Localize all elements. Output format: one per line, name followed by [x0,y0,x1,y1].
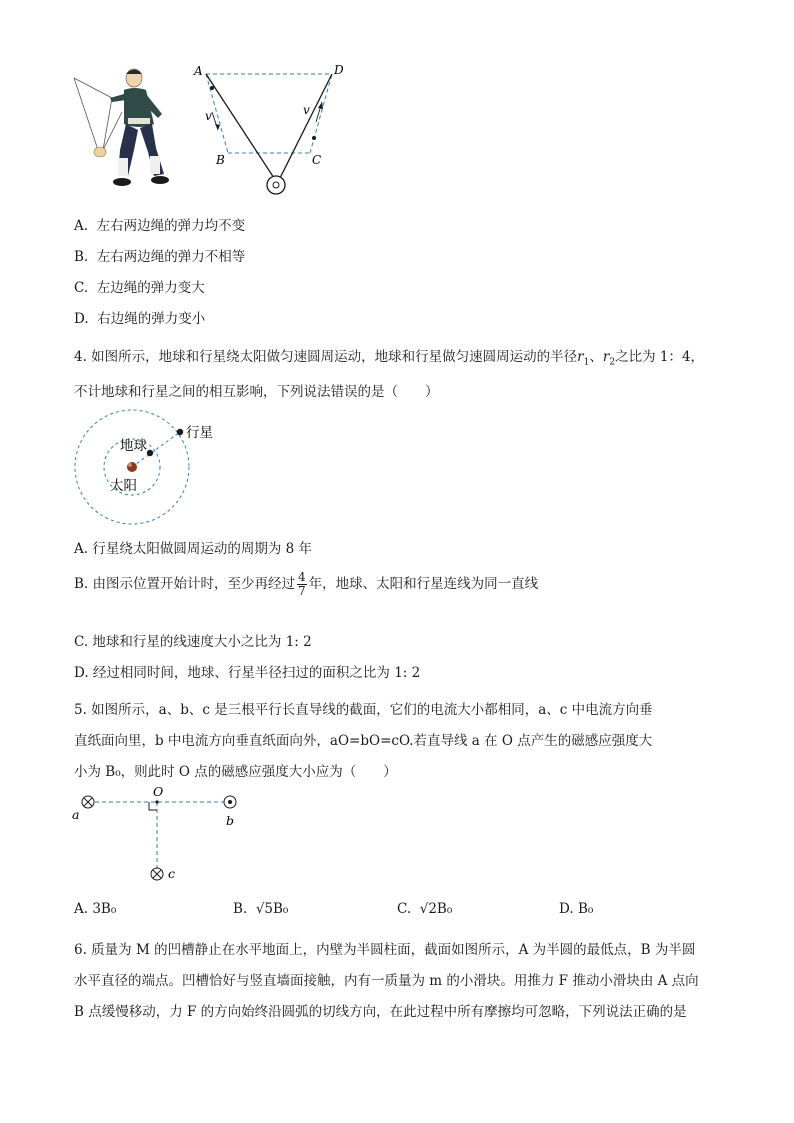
label-C: C [312,153,322,167]
wire-a-into-page-icon [82,796,94,808]
fraction-4-7: $\frac{4}{7}$ [298,570,306,598]
q4-option-c: C. 地球和行星的线速度大小之比为 1: 2 [74,634,312,650]
q5-option-c: C. √2B₀ [397,901,453,917]
q4-option-d: D. 经过相同时间，地球、行星半径扫过的面积之比为 1: 2 [74,665,421,681]
q6-stem-line3: B 点缓慢移动，力 F 的方向始终沿圆弧的切线方向，在此过程中所有摩擦均可忽略，下列说法正确的是 [74,1004,687,1020]
q3-option-b: B. 左右两边绳的弹力不相等 [74,249,246,265]
label-planet: 行星 [186,425,213,441]
q5-option-b: B. √5B₀ [233,901,289,917]
q5-option-a: A. 3B₀ [74,901,117,917]
q4-stem-line2: 不计地球和行星之间的相互影响，下列说法错误的是（ ） [74,384,439,400]
diabolo-player-illustration [70,64,190,196]
q4-option-a: A. 行星绕太阳做圆周运动的周期为 8 年 [74,541,313,557]
label-D: D [334,63,344,77]
label-a: a [72,807,80,822]
label-A: A [194,64,203,78]
label-v-left: v [205,109,212,123]
q6-stem-line2: 水平直径的端点。凹槽恰好与竖直墙面接触，内有一质量为 m 的小滑块。用推力 F 推动小滑块由 A 点向 [74,973,699,989]
planet-dot [177,429,183,435]
label-earth: 地球 [120,438,147,454]
q4-option-b: B. 由图示位置开始计时，至少再经过 $\frac{4}{7}$ 年，地球、太阳和行星连线为同一直线 [74,570,539,598]
label-O: O [153,784,164,799]
label-sun: 太阳 [110,478,137,494]
wire-b-out-of-page-icon [224,796,236,808]
q3-option-d: D. 右边绳的弹力变小 [74,311,206,327]
q5-stem-line2: 直纸面向里，b 中电流方向垂直纸面向外，aO=bO=cO.若直导线 a 在 O 点产生的磁感应强度大 [74,733,653,749]
q4-stem-line1: 4. 如图所示，地球和行星绕太阳做匀速圆周运动，地球和行星做匀速圆周运动的半径$r_1$、$r_2$之比为 1：4， [74,349,705,368]
label-v-right: v [303,103,310,117]
q6-stem-line1: 6. 质量为 M 的凹槽静止在水平地面上，内壁为半圆柱面，截面如图所示，A 为半圆的最低点，B 为半圆 [74,942,696,958]
q5-option-d: D. B₀ [559,901,594,917]
q3-option-c: C. 左边绳的弹力变大 [74,280,205,296]
label-B: B [216,153,225,167]
sun-icon [127,462,137,472]
orbit-diagram [70,410,213,530]
wire-c-into-page-icon [151,868,163,880]
q5-stem-line1: 5. 如图所示，a、b、c 是三根平行长直导线的截面，它们的电流大小都相同，a、c 中电流方向垂 [74,702,653,718]
label-b: b [226,813,235,828]
q5-stem-line3: 小为 B₀，则此时 O 点的磁感应强度大小应为（ ） [74,764,397,780]
label-c: c [168,866,176,881]
wire-diagram [68,786,258,888]
q3-option-a: A. 左右两边绳的弹力均不变 [74,218,246,234]
rope-geometry-diagram [188,60,358,200]
earth-dot [147,450,153,456]
